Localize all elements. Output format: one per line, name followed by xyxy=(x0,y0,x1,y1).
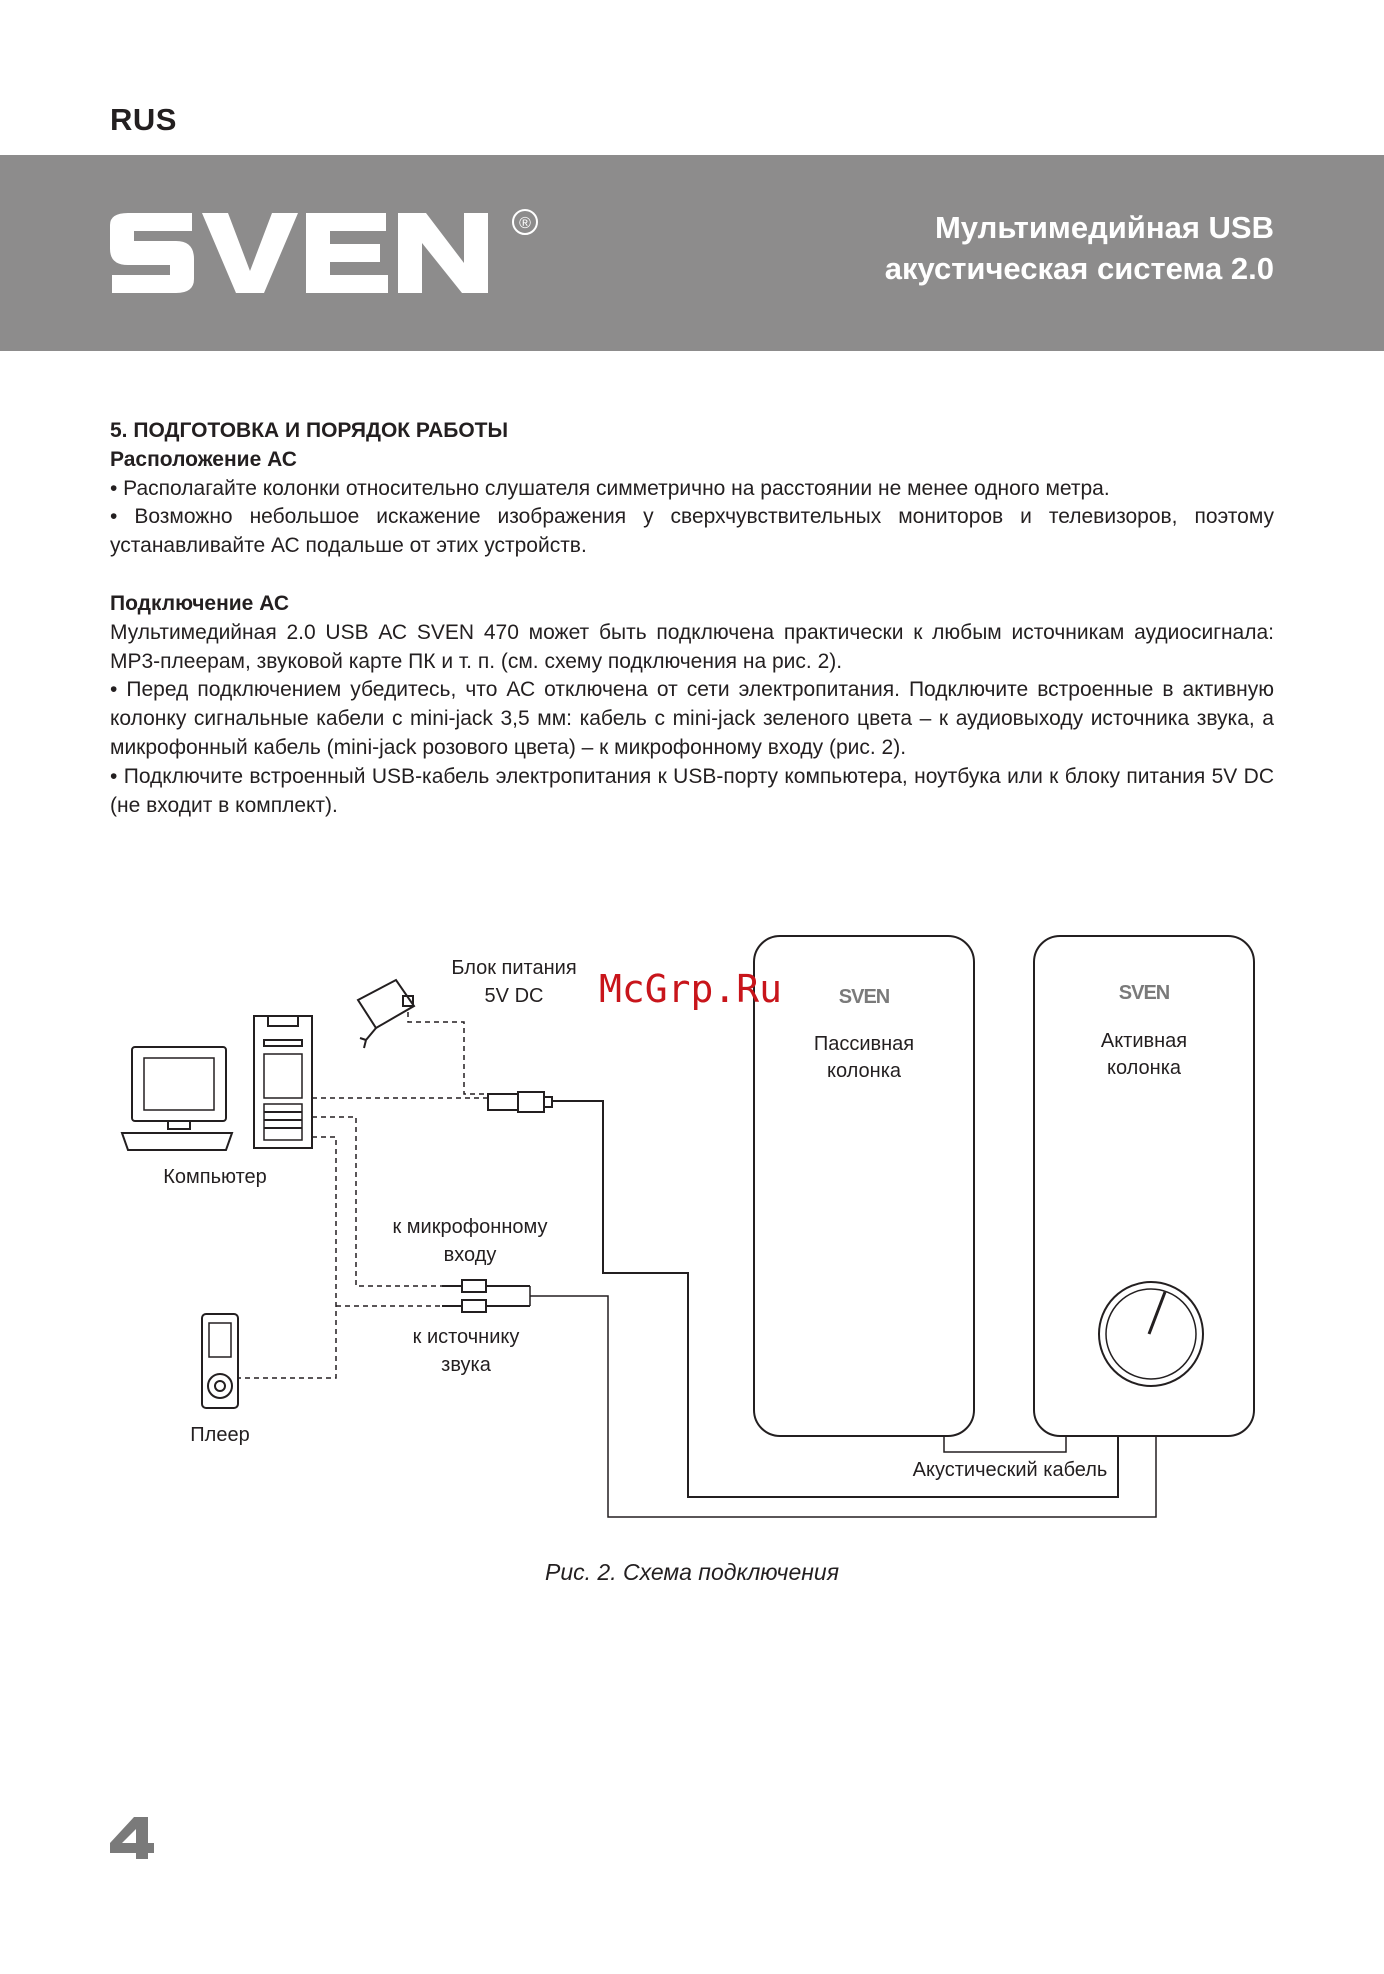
source-label-1: к источнику xyxy=(412,1326,520,1348)
placement-heading: Расположение АС xyxy=(110,447,297,471)
watermark: McGrp.Ru xyxy=(599,967,783,1011)
connection-heading: Подключение АС xyxy=(110,591,290,615)
main-content xyxy=(110,417,1274,820)
source-jack-icon xyxy=(442,1300,530,1312)
computer-label: Компьютер xyxy=(163,1166,267,1188)
product-title-line1: Мультимедийная USB xyxy=(934,210,1274,245)
speaker-cable xyxy=(944,1436,1066,1452)
volume-knob-icon xyxy=(1099,1282,1203,1386)
passive-label-1: Пассивная xyxy=(813,1033,915,1055)
section-heading: 5. ПОДГОТОВКА И ПОРЯДОК РАБОТЫ xyxy=(110,419,509,442)
connection-paragraph-2: • Перед подключением убедитесь, что АС отключена от сети электропитания. Подключите встроенные в активную колонку сигнальные кабели с mini-jack 3,5 мм: кабель с mini-jack зеленого цвета – к аудиовыходу источника звука, а микрофонный кабель (mini-jack розового цвета) – к микрофонному входу (рис. 2). xyxy=(110,678,1274,759)
product-title-line2: акустическая система 2.0 xyxy=(884,251,1274,286)
usb-plug-icon xyxy=(488,1092,552,1112)
active-speaker-logo: SVEN xyxy=(1118,982,1170,1004)
power-adapter-icon xyxy=(358,980,414,1048)
connection-paragraph-1: Мультимедийная 2.0 USB АС SVEN 470 может быть подключена практически к любым источникам аудиосигнала: МР3-плеерам, звуковой карте ПК и т. п. (см. схему подключения на рис. 2). xyxy=(110,620,1274,673)
audio-cable xyxy=(530,1296,1156,1517)
active-label-1: Активная xyxy=(1100,1030,1188,1052)
active-label-2: колонка xyxy=(1106,1057,1182,1079)
mic-label-1: к микрофонному xyxy=(392,1216,548,1238)
mic-label-2: входу xyxy=(443,1244,497,1266)
passive-speaker-logo: SVEN xyxy=(838,986,890,1008)
registered-mark: ® xyxy=(519,215,531,232)
player-label: Плеер xyxy=(190,1424,250,1446)
passive-label-2: колонка xyxy=(826,1060,902,1082)
active-speaker xyxy=(1034,936,1254,1436)
source-label-2: звука xyxy=(441,1354,491,1376)
placement-paragraph-2: • Возможно небольшое искажение изображения у сверхчувствительных мониторов и телевизоров, поэтому устанавливайте АС подальше от этих устройств. xyxy=(110,505,1274,558)
player-icon xyxy=(202,1314,238,1408)
placement-paragraph-1: • Располагайте колонки относительно слушателя симметрично на расстоянии не менее одного метра. xyxy=(110,476,1110,500)
figure-caption: Рис. 2. Схема подключения xyxy=(544,1559,839,1585)
page-number xyxy=(108,1813,156,1861)
power-label-1: Блок питания xyxy=(451,957,577,979)
passive-speaker xyxy=(754,936,974,1436)
language-code: RUS xyxy=(110,102,177,137)
mic-jack-icon xyxy=(442,1280,530,1292)
power-dashed-line xyxy=(408,1012,488,1094)
computer-icon xyxy=(122,1016,312,1150)
connection-paragraph-3: • Подключите встроенный USB-кабель электропитания к USB-порту компьютера, ноутбука или к блоку питания 5V DC (не входит в комплект). xyxy=(110,764,1274,817)
speaker-cable-label: Акустический кабель xyxy=(912,1459,1108,1481)
sven-logo xyxy=(110,205,550,305)
product-title xyxy=(885,207,1274,289)
computer-mic-dashed-line xyxy=(312,1117,442,1286)
power-label-2: 5V DC xyxy=(484,985,544,1007)
